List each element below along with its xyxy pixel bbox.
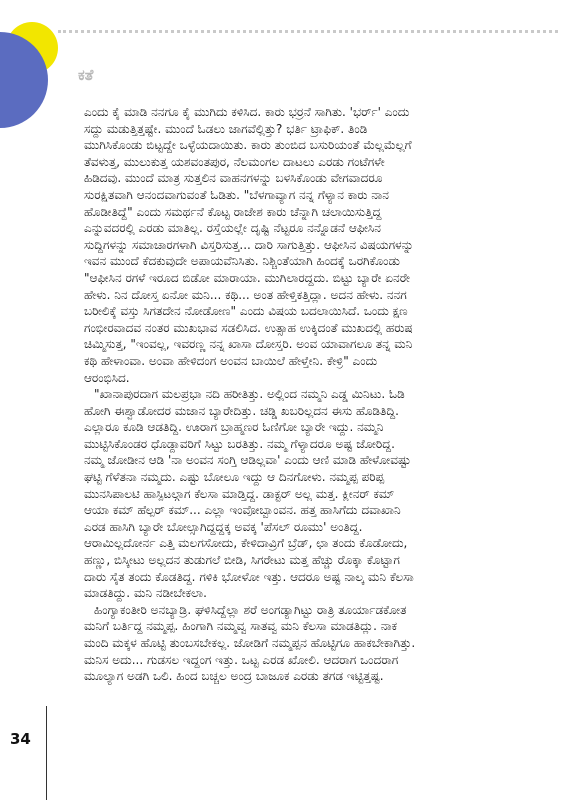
paragraph-3: ಹಿಂಗ್ಯಾಕಂತೀರಿ ಅನಬ್ಯಾಡ್ರಿ. ಘಳಿಸಿದ್ದೆಲ್ಲಾ ಶರೆ ಅಂಗಡ್ಯಾಗಿಟ್ಟು ರಾತ್ರಿ ತೂರ್ಯಾಡಕೋತ ಮನಿಗೆ ಬರ್ತಿದ್ದ ನಮ್ಮಪ್ಪ. ಹಿಂಗಾಗಿ ನಮ್ಮವ್ವ ಸಾತವ್ವ ಮನಿ ಕೆಲಸಾ ಮಾಡತಿದ್ಲು. ನಾಕ ಮಂದಿ ಮಕ್ಕಳ ಹೊಟ್ಟಿ ತುಂಬಸಬೇಕಲ್ಲ. ಜೋಡಿಗೆ ನಮ್ಮಪ್ಪನ ಹೊಟ್ಟಿಗೂ ಹಾಕಬೇಕಾಗಿತ್ತು. ಮನಿಸ ಅದು... ಗುಡಸಲ ಇದ್ದಂಗ ಇತ್ತು. ಒಟ್ಟ ಎರಡ ಖೋಲಿ. ಆದರಾಗ ಒಂದರಾಗ ಮೂಲ್ಯಾಗ ಅಡಗಿ ಒಲಿ. ಹಿಂದ ಬಚ್ಚಲ ಅಂದ್ರ ಬಾಜೂಕ ಎರಡು ತಗಡ ಇಟ್ಟಿತ್ತಷ್ಟ.: [84, 602, 416, 684]
page-number: 34: [10, 730, 31, 748]
footer-vertical-rule: [46, 706, 47, 800]
paragraph-1: ಎಂದು ಕೈ ಮಾಡಿ ನನಗೂ ಕೈ ಮುಗಿದು ಕಳಿಸಿದ. ಕಾರು ಭರ್ರನೆ ಸಾಗಿತು. 'ಭರ್ರ್' ಎಂದು ಸದ್ದು ಮಡುತ್ತಿತ್ತಷ್ಟೇ. ಮುಂದೆ ಓಡಲು ಜಾಗವೆಲ್ಲಿತ್ತು? ಭರ್ತಿ ಟ್ರಾಫಿಕ್. ತಿಂಡಿ ಮುಗಿಸಿಕೊಂಡು ಬಿಟ್ಟದ್ದೇ ಒಳ್ಳೆಯದಾಯಿತು. ಕಾರು ತುಂಬಿದ ಬಸುರಿಯಂತೆ ಮೆಲ್ಲಮೆಲ್ಲಗೆ ತೆವಳುತ್ತ, ಮುಲುಕುತ್ತ ಯಶವಂತಪುರ, ನೆಲಮಂಗಲ ದಾಟಲು ಎರಡು ಗಂಟೆಗಳೇ ಹಿಡಿದವು. ಮುಂದೆ ಮಾತ್ರ ಸುತ್ತಲಿನ ವಾಹನಗಳನ್ನು ಬಳಸಿಕೊಂಡು ವೇಗವಾದರೂ ಸುರಕ್ಷಿತವಾಗಿ ಆನಂದವಾಗುವಂತೆ ಓಡಿತು. "ಬೆಳಗಾವ್ಯಾಗ ನನ್ನ ಗೆಳ್ಯಾನ ಕಾರು ನಾನ ಹೊಡೀತಿದ್ದೆ" ಎಂದು ಸಮರ್ಥನೆ ಕೊಟ್ಟ ರಾಜೇಶ ಕಾರು ಚೆನ್ನಾಗಿ ಚಲಾಯಿಸುತ್ತಿದ್ದ ಎನ್ನುವದರಲ್ಲಿ ಎರಡು ಮಾತಿಲ್ಲ. ರಸ್ತೆಯಲ್ಲೇ ದೃಷ್ಟಿ ನೆಟ್ಟರೂ ನನ್ನೊಡನೆ ಆಫೀಸಿನ ಸುದ್ದಿಗಳನ್ನು ಸಮಾಚಾರಗಳಾಗಿ ವಿಸ್ತರಿಸುತ್ತ... ದಾರಿ ಸಾಗುತ್ತಿತ್ತು. ಆಫೀಸಿನ ವಿಷಯಗಳನ್ನು ಇವನ ಮುಂದೆ ಕೆದಕುವುದೇ ಅಪಾಯವೆನಿಸಿತು. ನಿಶ್ಚಿಂತೆಯಾಗಿ ಹಿಂದಕ್ಕೆ ಒರಗಿಕೊಂಡು "ಆಫೀಸಿನ ರಗಳೆ ಇರೂದ ಬಿಡೋ ಮಾರಾಯಾ. ಮುಗಿಲಾರದ್ದದು. ಬಿಟ್ಟು ಬ್ಯಾರೇ ಏನರೇ ಹೇಳು. ನಿನ ದೋಸ್ತ ಏನೋ ಮನಿ... ಕಥಿ... ಅಂತ ಹೇಳ್ತಿಕತ್ತಿದ್ಲಾ. ಅದನ ಹೇಳು. ನನಗ ಬರೀಲಿಕ್ಕೆ ವಸ್ತು ಸಿಗತದೇನ ನೋಡೋಣ" ಎಂದು ವಿಷಯ ಬದಲಾಯಿಸಿದೆ. ಒಂದು ಕ್ಷಣ ಗಂಭೀರವಾದವ ನಂತರ ಮುಖಭಾವ ಸಡಲಿಸಿದ. ಉತ್ಸಾಹ ಉಕ್ಕಿದಂತೆ ಮುಖದಲ್ಲಿ ಹರುಷ ಚಿಮ್ಮಿಸುತ್ತ, "ಇಂವಲ್ಲ, ಇವರಣ್ಣ ನನ್ನ ಖಾಸಾ ದೋಸ್ತರಿ. ಅಂವ ಯಾವಾಗಲೂ ತನ್ನ ಮನಿ ಕಥಿ ಹೇಳಾಂವಾ. ಅಂವಾ ಹೇಳಿದಂಗ ಅಂವನ ಬಾಯಿಲೆ ಹೇಳ್ತೇನಿ. ಕೇಳ್ರಿ" ಎಂದು ಆರಂಭಿಸಿದ.: [84, 105, 414, 385]
section-label: ಕತೆ: [78, 66, 94, 84]
story-text-column: [84, 104, 544, 685]
paragraph-2: "ಖಾನಾಪುರದಾಗ ಮಲಪ್ರಭಾ ನದಿ ಹರೀತಿತ್ತು. ಅಲ್ಲಿಂದ ನಮ್ಮನಿ ಎಡ್ಡ ಮಿನಿಟು. ಓಡಿ ಹೋಗಿ ಈಶ್ವಾಡೋದರ ಮಜಾನ ಬ್ಯಾರೇದಿತ್ತು. ಚಡ್ಡಿ ಖಬರಿಲ್ಲದನ ಈಸು ಹೊಡಿತಿದ್ದಿ. ಎಲ್ಲಾರೂ ಕೂಡಿ ಆಡತಿದ್ದಿ. ಊರಾಗ ಬ್ರಾಹ್ಮಣರ ಓಣಿಗೋ ಬ್ಯಾರೇ ಇದ್ದು. ನಮ್ಮನಿ ಮುಟ್ಟಿಸಿಕೊಂಡರ ಧೊಡ್ದಾವರಿಗೆ ಸಿಟ್ಟು ಬರತಿತ್ತು. ನಮ್ಮ ಗೆಳ್ಯಾದರೂ ಅಷ್ಟ ಜೋರಿದ್ದ. ನಮ್ಮ ಜೋಡೀನ ಆಡಿ 'ನಾ ಅಂವನ ಸಂಗ್ತಿ ಆಡಿಲ್ಲವಾ' ಎಂದು ಆಣಿ ಮಾಡಿ ಹೇಳೋವಷ್ಟು ಘಟ್ಟಿ ಗೆಳೆತನಾ ನಮ್ಮದು. ಎಷ್ಟು ಬೋಲೂ ಇದ್ದು ಆ ದಿನಗೋಳು. ನಮ್ಮಪ್ಪ ಪರಿಪ್ಪ ಮುನಸಿಪಾಲಟಿ ಹಾಸ್ಪಿಟಲ್ಗಾಗ ಕೆಲಸಾ ಮಾಡ್ತಿದ್ದ. ಡಾಕ್ಟರ್ ಅಲ್ಲ ಮತ್ತ. ಕ್ಲೀನರ್ ಕಮ್ ಆಯಾ ಕಮ್ ಹೆಲ್ಪರ್ ಕಮ್... ಎಲ್ಲಾ ಇಂವೋಬ್ಬಾಂವನ. ಹತ್ತ ಹಾಸಿಗೆದು ದವಾಖಾನಿ ಎರಡ ಹಾಸಿಗಿ ಬ್ಯಾರೇ ಬೋಲ್ಸಾಗಿದ್ದದ್ದಕ್ಕ ಅವಕ್ಕ 'ಪೆಸಲ್ ರೂಮು' ಅಂತಿದ್ದ. ಆರಾಮಿಲ್ಲದೋರ್ನ ಎತ್ತಿ ಮಲಗಸೋದು, ಕೇಳಿದಾವ್ರಿಗೆ ಬ್ರೆಡ್, ಛಾ ತಂದು ಕೊಡೋದು, ಹಣ್ಣು, ಬಿಸ್ಕೀಟು ಅಲ್ಲದನ ತುಡುಗಲೆ ಬೀಡಿ, ಸಿಗರೇಟು ಮತ್ತ ಹೆಚ್ಚು ರೊಕ್ಕಾ ಕೊಟ್ಟಾಗ ದಾರು ಸೈತ ತಂದು ಕೊಡತಿದ್ದ. ಗಳಿಕಿ ಭೋಳೋ ಇತ್ತು. ಆದರೂ ಅಷ್ಟ ನಾಲ್ಕ ಮನಿ ಕೆಲಸಾ ಮಾಡತಿದ್ದು. ಮನಿ ನಡೀಬೇಕಲಾ.: [84, 387, 414, 601]
dotted-header-rule: [58, 30, 558, 33]
